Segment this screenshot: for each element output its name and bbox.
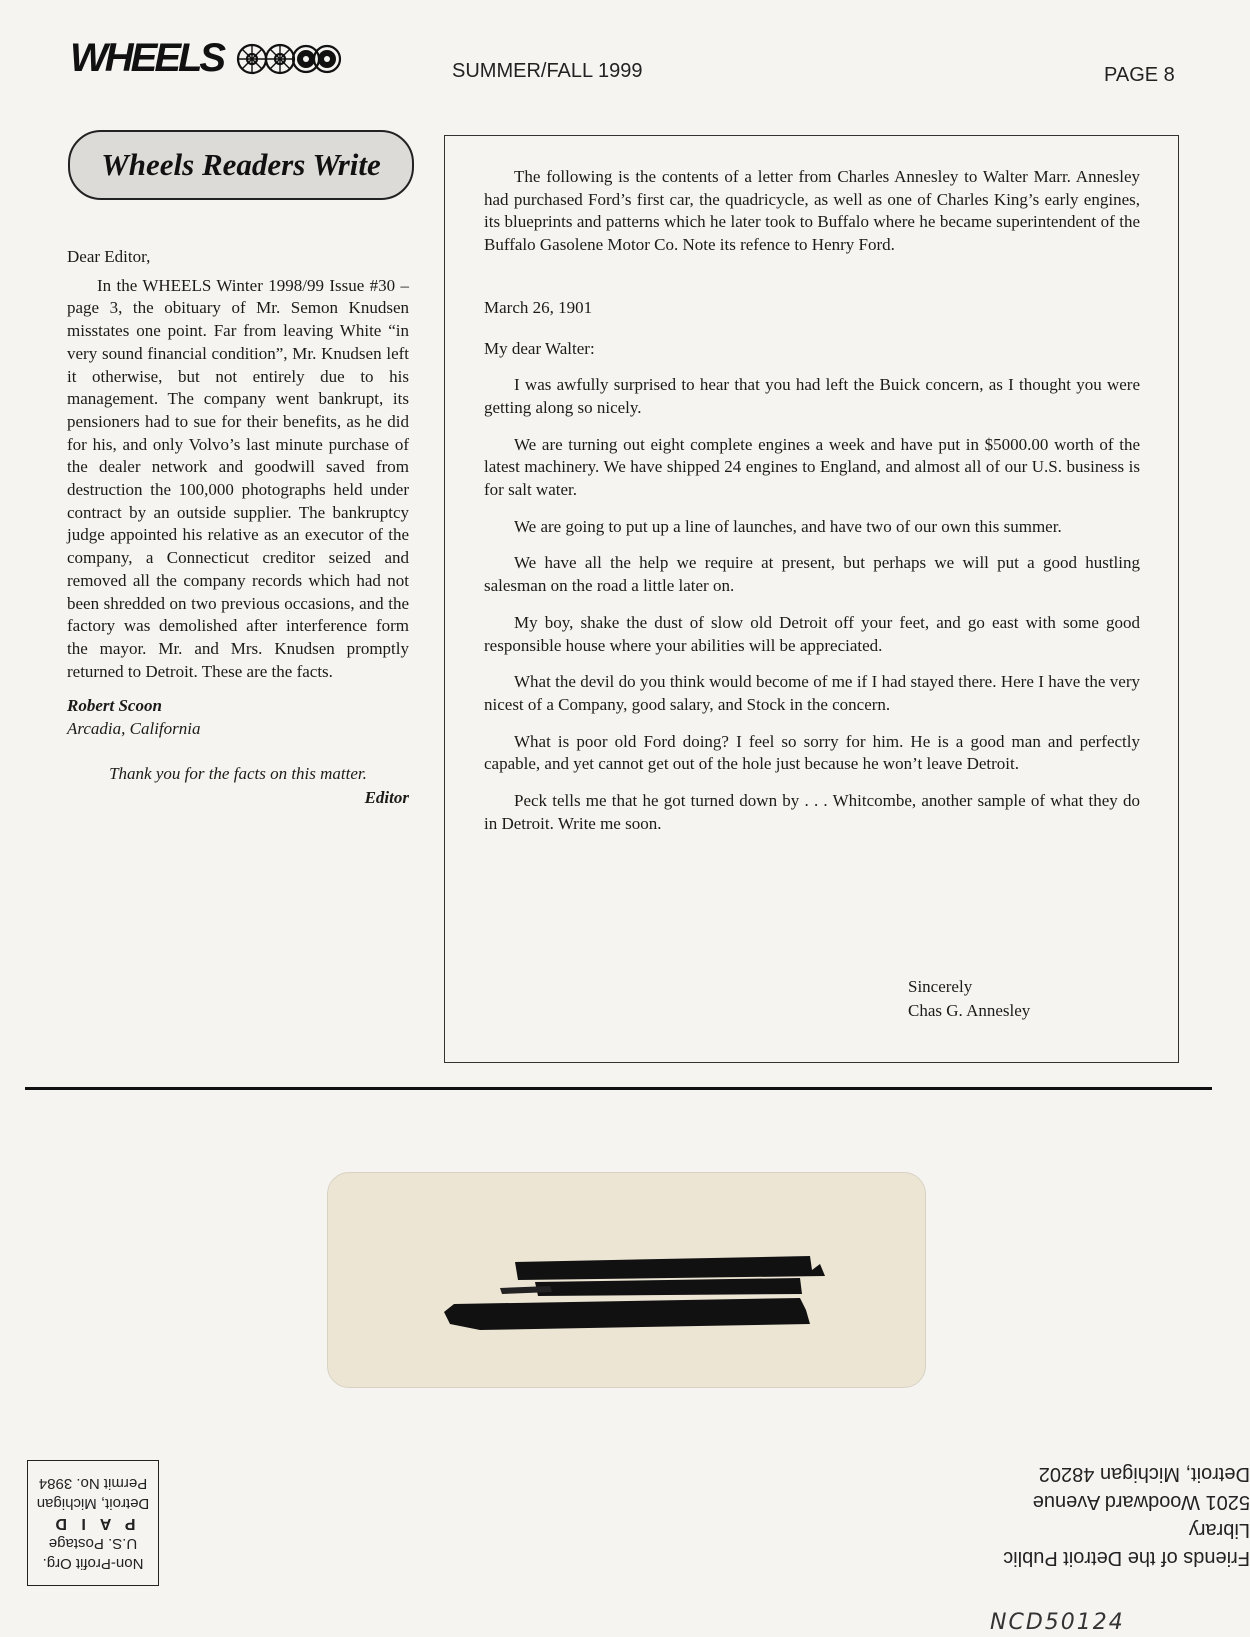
letter-paragraph: I was awfully surprised to hear that you had left the Buick concern, as I thought you were getting along so nicely. [484, 375, 1140, 417]
issue-date: SUMMER/FALL 1999 [452, 60, 643, 82]
letter-paragraph: We have all the help we require at present, but perhaps we will put a good hustling salesman on the road a little later on. [484, 553, 1140, 596]
postage-line: U.S. Postage [48, 1535, 138, 1552]
letter-signature: Chas G. Annesley [908, 1001, 1031, 1020]
reader-letter [67, 246, 409, 810]
return-address [980, 1460, 1250, 1572]
letter-paragraph: What the devil do you think would become of me if I had stayed there. Here I have the very nicest of a Company, good salary, and Stock in the concern. [484, 672, 1140, 714]
return-address-line: 5201 Woodward Avenue [1032, 1491, 1250, 1513]
letter-date: March 26, 1901 [484, 297, 593, 317]
letter-closing: Sincerely [908, 977, 973, 996]
postage-line: Non-Profit Org. [42, 1555, 144, 1572]
letter-closing-block [908, 975, 1030, 1023]
letter-paragraph: My boy, shake the dust of slow old Detroit off your feet, and go east with some good responsible house where your abilities will be appreciated. [484, 612, 1140, 655]
letter-greeting: My dear Walter: [484, 338, 595, 358]
wheels-logo: WHEELS [70, 36, 224, 80]
postage-paid: P A I D [50, 1515, 136, 1532]
return-address-line: Detroit, Michigan 48202 [1038, 1463, 1250, 1485]
reader-location: Arcadia, California [67, 719, 201, 739]
postage-line: Detroit, Michigan [36, 1495, 150, 1512]
reader-letter-body: In the WHEELS Winter 1998/99 Issue #30 – page 3, the obituary of Mr. Semon Knudsen misstates one point. Far from leaving White “in very sound financial condition”, Mr. Knudsen left it otherwise, but not entirely due to his management. The company went bankrupt, its pensioners had to sue for their benefits, as he did for his, and only Volvo’s last minute purchase of the dealer network and goodwill saved from destruction the 100,000 photographs held under contract by an outside supplier. The bankruptcy judge appointed his relative as an executor of the company, a Connecticut creditor seized and removed all the company records which had not been shredded on two previous occasions, and the factory was demolished after interference form the mayor. Mr. and Mrs. Knudsen promptly returned to Detroit. These are the facts. [67, 275, 409, 681]
reader-author: Robert Scoon [67, 696, 162, 716]
section-title: Wheels Readers Write [101, 147, 381, 182]
postage-permit: Permit No. 3984 [38, 1475, 148, 1492]
letter-paragraph: We are turning out eight complete engines a week and have put in $5000.00 worth of the latest machinery. We have shipped 24 engines to England, and almost all of our U.S. business is for salt water. [484, 434, 1140, 500]
fold-divider [25, 1087, 1212, 1090]
editor-signature: Editor [364, 788, 409, 808]
section-title-badge [68, 130, 414, 200]
salutation: Dear Editor, [67, 247, 151, 266]
handwritten-code: NCD50124 [990, 1610, 1125, 1635]
letter-paragraph: What is poor old Ford doing? I feel so sorry for him. He is a good man and perfectly capable, and yet cannot get out of the hole just because he won’t leave Detroit. [484, 731, 1140, 774]
letter-paragraph: We are going to put up a line of launches, and have two of our own this summer. [514, 516, 1062, 536]
return-address-line: Friends of the Detroit Public Library [1003, 1519, 1250, 1569]
redaction-marks [440, 1250, 830, 1335]
letter-paragraph: Peck tells me that he got turned down by . . . Whitcombe, another sample of what they do in Detroit. Write me soon. [484, 791, 1140, 833]
editor-reply: Thank you for the facts on this matter. [109, 763, 367, 783]
letter-intro: The following is the contents of a letter from Charles Annesley to Walter Marr. Annesley had purchased Ford’s first car, the quadricycle, as well as one of Charles King’s early engines, its blueprints and patterns which he later took to Buffalo where he became superintendent of the Buffalo Gasolene Motor Co. Note its refence to Henry Ford. [484, 167, 1140, 255]
wheels-icon [234, 40, 342, 78]
page-number: PAGE 8 [1104, 64, 1175, 86]
annesley-letter [484, 166, 1140, 849]
postage-indicia [27, 1460, 159, 1586]
